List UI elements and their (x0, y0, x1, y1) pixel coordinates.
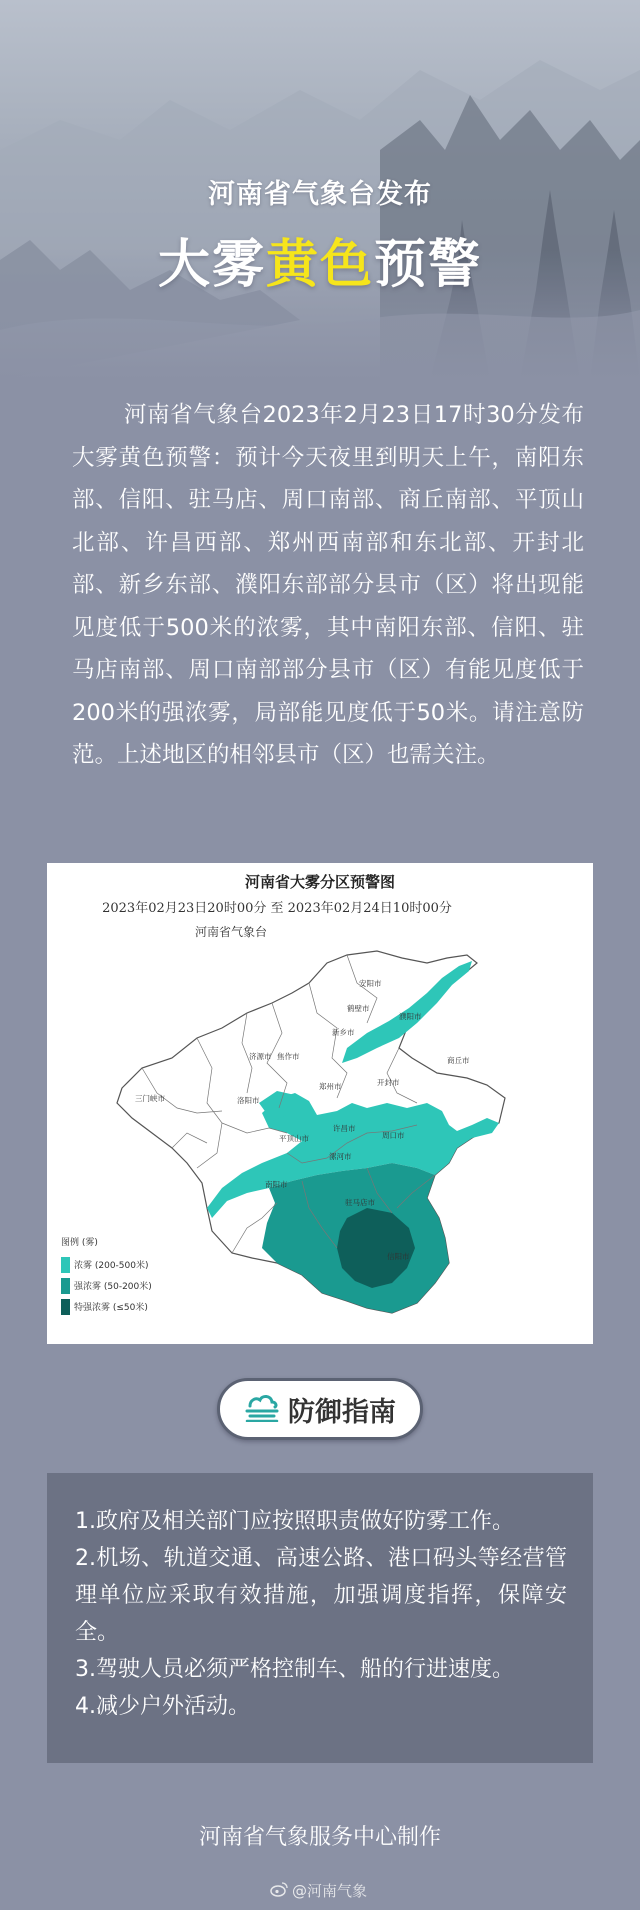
map-issuer: 河南省气象台 (195, 925, 268, 939)
fog-icon (244, 1392, 280, 1426)
warning-notice-text: 河南省气象台2023年2月23日17时30分发布大雾黄色预警：预计今天夜里到明天上午，南阳东部、信阳、驻马店、周口南部、商丘南部、平顶山北部、许昌西部、郑州西南部和东北部、开封北部、新乡东部、濮阳东部部分县市（区）将出现能见度低于500米的浓雾，其中南阳东部、信阳、驻马店南部、周口南部部分县市（区）有能见度低于200米的强浓雾，局部能见度低于50米。请注意防范。上述地区的相邻县市（区）也需关注。 (72, 402, 584, 768)
city-label-jiyuan: 济源市 (249, 1052, 272, 1061)
defense-guide-list (47, 1473, 593, 1763)
legend-label-very-dense-fog: 特强浓雾 (≤50米) (74, 1303, 148, 1313)
legend-item-dense-fog (61, 1275, 152, 1296)
city-label-zhengzhou: 郑州市 (319, 1082, 342, 1091)
legend-swatch-very-dense-fog (61, 1299, 70, 1315)
city-label-nanyang: 南阳市 (265, 1180, 288, 1189)
city-label-shangqiu: 商丘市 (447, 1056, 470, 1065)
city-label-xuchang: 许昌市 (333, 1124, 356, 1133)
city-label-zhoukou: 周口市 (382, 1131, 405, 1140)
city-label-kaifeng: 开封市 (377, 1078, 400, 1087)
city-label-xinxiang: 新乡市 (332, 1028, 355, 1037)
title-highlight: 黄色 (265, 235, 374, 295)
city-label-zhumadian: 驻马店市 (345, 1198, 375, 1207)
legend-swatch-dense-fog (61, 1278, 70, 1294)
map-title: 河南省大雾分区预警图 (244, 873, 395, 891)
guide-item: 3.驾驶人员必须严格控制车、船的行进速度。 (75, 1657, 514, 1682)
city-label-sanmenxia: 三门峡市 (135, 1094, 165, 1103)
legend-label-fog: 浓雾 (200-500米) (74, 1261, 149, 1271)
city-label-luohe: 漯河市 (329, 1152, 352, 1161)
map-legend (61, 1235, 152, 1317)
legend-title: 图例 (雾) (61, 1238, 98, 1248)
hero-banner (0, 0, 640, 380)
city-label-luoyang: 洛阳市 (237, 1096, 260, 1105)
defense-guide-label: 防御指南 (288, 1396, 396, 1428)
issuer-subtitle: 河南省气象台发布 (208, 179, 432, 210)
fog-warning-map-card (47, 863, 593, 1344)
city-label-anyang: 安阳市 (359, 979, 382, 988)
city-label-hebi: 鹤壁市 (347, 1004, 370, 1013)
city-label-puyang: 濮阳市 (399, 1012, 422, 1021)
weibo-logo-icon (270, 1881, 288, 1901)
guide-item: 4.减少户外活动。 (75, 1694, 250, 1719)
defense-guide-header (217, 1378, 423, 1440)
warning-title (0, 222, 640, 297)
watermark-text: @河南气象 (292, 1882, 368, 1900)
city-label-pingdingshan: 平顶山市 (279, 1134, 309, 1143)
guide-item: 2.机场、轨道交通、高速公路、港口码头等经营管理单位应采取有效措施，加强调度指挥，保障安全。 (75, 1546, 567, 1645)
legend-item-fog (61, 1254, 152, 1275)
producer-credit: 河南省气象服务中心制作 (198, 1825, 441, 1850)
title-suffix: 预警 (374, 235, 483, 295)
city-label-xinyang: 信阳市 (387, 1252, 410, 1261)
title-prefix: 大雾 (157, 235, 266, 295)
weibo-watermark (270, 1880, 367, 1901)
city-label-jiaozuo: 焦作市 (277, 1052, 300, 1061)
legend-label-dense-fog: 强浓雾 (50-200米) (74, 1282, 152, 1292)
legend-item-very-dense-fog (61, 1296, 152, 1317)
guide-item: 1.政府及相关部门应按照职责做好防雾工作。 (75, 1509, 514, 1534)
map-time-range: 2023年02月23日20时00分 至 2023年02月24日10时00分 (102, 901, 452, 916)
legend-swatch-fog (61, 1257, 70, 1273)
